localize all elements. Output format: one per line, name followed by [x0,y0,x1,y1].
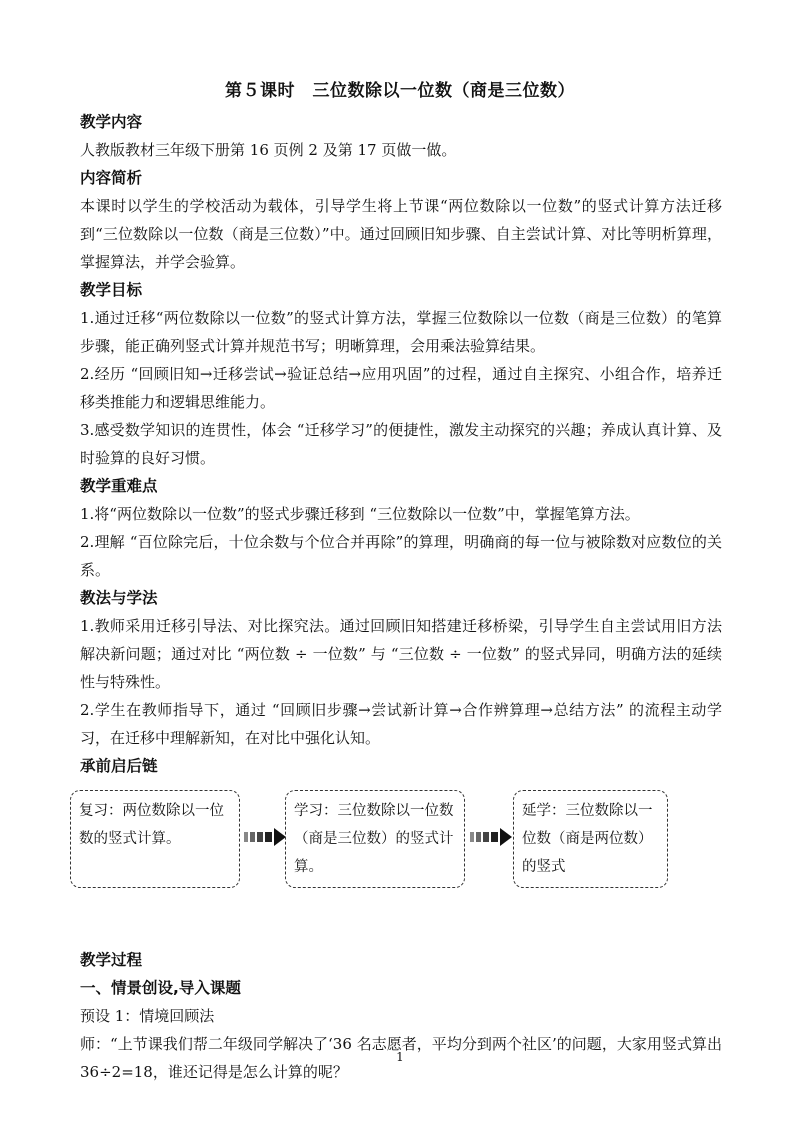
page-title: 第５课时 三位数除以一位数（商是三位数） [225,81,575,101]
arrow-right-icon [470,828,512,846]
knowledge-chain [80,784,722,896]
chain-box-review: 复习：两位数除以一位数的竖式计算。 [70,790,240,888]
page-number: 1 [396,1050,404,1064]
section-heading-brief: 内容简析 [80,169,143,187]
teacher-dialogue: 师：“上节课我们帮二年级同学解决了‘36 名志愿者，平均分到两个社区’的问题，大家用竖式算出 36÷2=18，谁还记得是怎么计算的呢？ [80,1035,722,1081]
preset-label: 预设 1：情境回顾法 [80,1007,215,1025]
key-point-item: 2.理解 “百位除完后，十位余数与个位合并再除”的算理，明确商的每一位与被除数对应数位的关系。 [80,533,722,579]
key-point-item: 1.将“两位数除以一位数”的竖式步骤迁移到 “三位数除以一位数”中，掌握笔算方法。 [80,505,640,523]
document-body [80,108,722,1086]
section-heading-content: 教学内容 [80,113,143,131]
chain-box-learn: 学习：三位数除以一位数（商是三位数）的竖式计算。 [285,790,465,888]
goal-item: 3.感受数学知识的连贯性，体会 “迁移学习”的便捷性，激发主动探究的兴趣；养成认真计算、及时验算的良好习惯。 [80,421,722,467]
section-heading-goals: 教学目标 [80,281,143,299]
chain-box-extend: 延学：三位数除以一位数（商是两位数）的竖式 [513,790,668,888]
section-heading-methods: 教法与学法 [80,589,158,607]
goal-item: 2.经历 “回顾旧知→迁移尝试→验证总结→应用巩固”的过程，通过自主探究、小组合作，培养迁移类推能力和逻辑思维能力。 [80,365,722,411]
section-heading-process: 教学过程 [80,951,143,969]
brief-text: 本课时以学生的学校活动为载体，引导学生将上节课“两位数除以一位数”的竖式计算方法迁移到“三位数除以一位数（商是三位数）”中。通过回顾旧知步骤、自主尝试计算、对比等明析算理，掌握算法，并学会验算。 [80,197,722,271]
method-item: 2.学生在教师指导下，通过 “回顾旧步骤→尝试新计算→合作辨算理→总结方法” 的流程主动学习，在迁移中理解新知，在对比中强化认知。 [80,701,722,747]
method-item: 1.教师采用迁移引导法、对比探究法。通过回顾旧知搭建迁移桥梁，引导学生自主尝试用旧方法解决新问题；通过对比 “两位数 ÷ 一位数” 与 “三位数 ÷ 一位数” 的竖式异同，明确方法的延续性与特殊性。 [80,617,722,691]
step-heading: 一、情景创设,导入课题 [80,979,241,997]
arrow-right-icon [244,828,286,846]
section-heading-chain: 承前启后链 [80,757,158,775]
section-heading-key-points: 教学重难点 [80,477,158,495]
content-text: 人教版教材三年级下册第 16 页例 2 及第 17 页做一做。 [80,141,457,159]
goal-item: 1.通过迁移“两位数除以一位数”的竖式计算方法，掌握三位数除以一位数（商是三位数）的笔算步骤，能正确列竖式计算并规范书写；明晰算理，会用乘法验算结果。 [80,309,722,355]
